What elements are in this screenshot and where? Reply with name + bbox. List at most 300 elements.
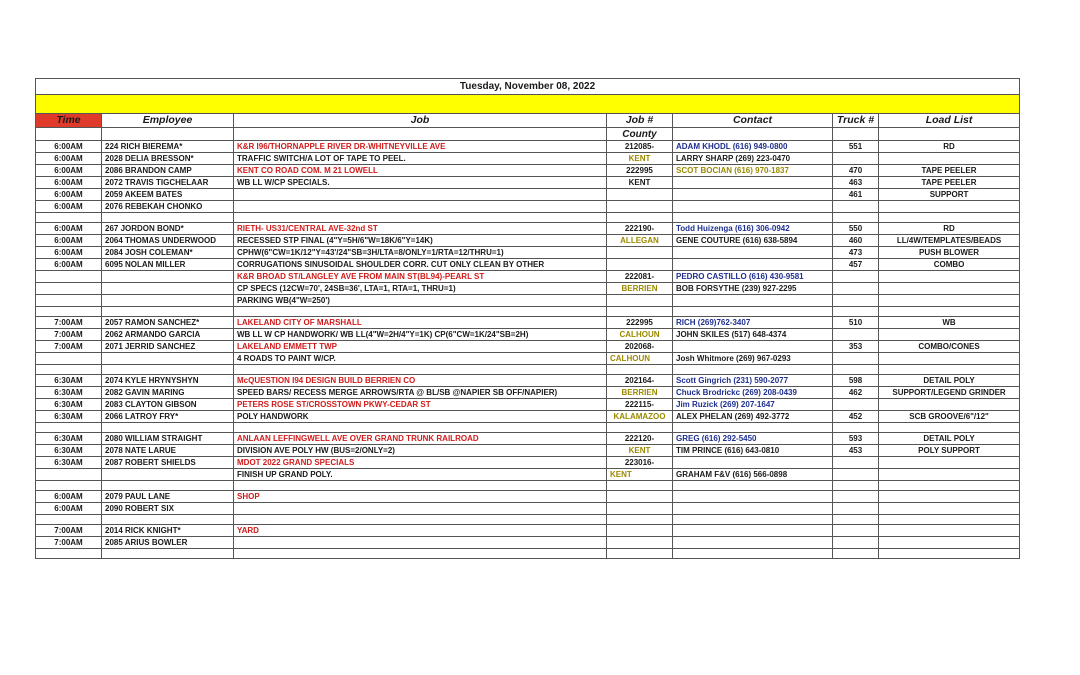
- spacer-cell: [607, 549, 673, 559]
- truck-cell: 452: [833, 411, 879, 423]
- spacer-cell: [36, 213, 102, 223]
- truck-cell: [833, 295, 879, 307]
- job-cell: CPHW(6"CW=1K/12"Y=43'/24"SB=3H/LTA=8/ONLY=1/RTA=12/THRU=1): [234, 247, 607, 259]
- table-row: [36, 445, 1020, 457]
- job-cell: DIVISION AVE POLY HW (BUS=2/ONLY=2): [234, 445, 607, 457]
- employee-cell: 2074 KYLE HRYNYSHYN: [102, 375, 234, 387]
- spacer-cell: [879, 515, 1020, 525]
- job-cell: K&R I96/THORNAPPLE RIVER DR-WHITNEYVILLE AVE: [234, 141, 607, 153]
- load-list-cell: COMBO/CONES: [879, 341, 1020, 353]
- spacer-cell: [102, 515, 234, 525]
- table-row: [36, 525, 1020, 537]
- job-number-cell: KALAMAZOO: [607, 411, 673, 423]
- contact-cell: SCOT BOCIAN (616) 970-1837: [673, 165, 833, 177]
- spacer-cell: [879, 481, 1020, 491]
- spacer-cell: [234, 307, 607, 317]
- load-list-cell: RD: [879, 223, 1020, 235]
- spacer-cell: [833, 307, 879, 317]
- load-list-cell: DETAIL POLY: [879, 375, 1020, 387]
- load-list-cell: SCB GROOVE/6"/12": [879, 411, 1020, 423]
- contact-cell: BOB FORSYTHE (239) 927-2295: [673, 283, 833, 295]
- employee-cell: [102, 353, 234, 365]
- truck-cell: [833, 537, 879, 549]
- contact-cell: ALEX PHELAN (269) 492-3772: [673, 411, 833, 423]
- load-list-cell: [879, 201, 1020, 213]
- contact-cell: GREG (616) 292-5450: [673, 433, 833, 445]
- spacer-cell: [879, 365, 1020, 375]
- spacer-cell: [36, 365, 102, 375]
- job-cell: LAKELAND CITY OF MARSHALL: [234, 317, 607, 329]
- job-number-cell: CALHOUN: [607, 329, 673, 341]
- job-cell: RIETH- US31/CENTRAL AVE-32nd ST: [234, 223, 607, 235]
- table-row: [36, 295, 1020, 307]
- employee-cell: 2057 RAMON SANCHEZ*: [102, 317, 234, 329]
- employee-cell: 2090 ROBERT SIX: [102, 503, 234, 515]
- job-cell: [234, 189, 607, 201]
- header-truck: Truck #: [833, 114, 879, 128]
- table-row: [36, 317, 1020, 329]
- contact-cell: Scott Gingrich (231) 590-2077: [673, 375, 833, 387]
- spacer-cell: [234, 365, 607, 375]
- spacer-cell: [607, 481, 673, 491]
- spacer-cell: [607, 423, 673, 433]
- job-number-cell: ALLEGAN: [607, 235, 673, 247]
- truck-cell: 593: [833, 433, 879, 445]
- spacer-cell: [833, 515, 879, 525]
- job-cell: 4 ROADS TO PAINT W/CP.: [234, 353, 607, 365]
- job-number-cell: KENT: [607, 445, 673, 457]
- job-number-cell: [607, 259, 673, 271]
- time-cell: 6:00AM: [36, 491, 102, 503]
- truck-cell: 510: [833, 317, 879, 329]
- spacer-cell: [234, 423, 607, 433]
- time-cell: 6:30AM: [36, 375, 102, 387]
- job-cell: McQUESTION I94 DESIGN BUILD BERRIEN CO: [234, 375, 607, 387]
- header-county: County: [607, 128, 673, 141]
- load-list-cell: LL/4W/TEMPLATES/BEADS: [879, 235, 1020, 247]
- spacer-cell: [833, 549, 879, 559]
- job-cell: CORRUGATIONS SINUSOIDAL SHOULDER CORR. CUT ONLY CLEAN BY OTHER: [234, 259, 607, 271]
- time-cell: 6:30AM: [36, 387, 102, 399]
- spacer-cell: [234, 549, 607, 559]
- job-cell: RECESSED STP FINAL (4"Y=5H/6"W=18K/6"Y=14K): [234, 235, 607, 247]
- load-list-cell: [879, 329, 1020, 341]
- employee-cell: 2086 BRANDON CAMP: [102, 165, 234, 177]
- time-cell: 6:00AM: [36, 247, 102, 259]
- load-list-cell: [879, 469, 1020, 481]
- title-row: [36, 79, 1020, 95]
- job-cell: WB LL W/CP SPECIALS.: [234, 177, 607, 189]
- time-cell: [36, 271, 102, 283]
- truck-cell: 470: [833, 165, 879, 177]
- truck-cell: [833, 457, 879, 469]
- employee-cell: [102, 271, 234, 283]
- header-contact: Contact: [673, 114, 833, 128]
- header-time: Time: [36, 114, 102, 128]
- table-row: [36, 165, 1020, 177]
- load-list-cell: COMBO: [879, 259, 1020, 271]
- contact-cell: [673, 189, 833, 201]
- contact-cell: GRAHAM F&V (616) 566-0898: [673, 469, 833, 481]
- load-list-cell: SUPPORT/LEGEND GRINDER: [879, 387, 1020, 399]
- employee-cell: 2082 GAVIN MARING: [102, 387, 234, 399]
- spacer-cell: [234, 481, 607, 491]
- contact-cell: [673, 341, 833, 353]
- spacer-row: [36, 549, 1020, 559]
- load-list-cell: [879, 271, 1020, 283]
- job-cell: ANLAAN LEFFINGWELL AVE OVER GRAND TRUNK RAILROAD: [234, 433, 607, 445]
- time-cell: [36, 295, 102, 307]
- time-cell: [36, 353, 102, 365]
- load-list-cell: [879, 283, 1020, 295]
- job-number-cell: KENT: [607, 469, 673, 481]
- spacer-row: [36, 307, 1020, 317]
- spacer-cell: [607, 515, 673, 525]
- spacer-cell: [607, 213, 673, 223]
- spacer-cell: [879, 549, 1020, 559]
- employee-cell: 224 RICH BIEREMA*: [102, 141, 234, 153]
- truck-cell: [833, 503, 879, 515]
- job-number-cell: 222190-: [607, 223, 673, 235]
- time-cell: 6:30AM: [36, 433, 102, 445]
- subheader-blank: [36, 128, 102, 141]
- job-cell: K&R BROAD ST/LANGLEY AVE FROM MAIN ST(BL94)-PEARL ST: [234, 271, 607, 283]
- spacer-cell: [102, 481, 234, 491]
- contact-cell: Josh Whitmore (269) 967-0293: [673, 353, 833, 365]
- load-list-cell: SUPPORT: [879, 189, 1020, 201]
- job-cell: SPEED BARS/ RECESS MERGE ARROWS/RTA @ BL/SB @NAPIER SB OFF/NAPIER): [234, 387, 607, 399]
- load-list-cell: RD: [879, 141, 1020, 153]
- job-number-cell: KENT: [607, 177, 673, 189]
- job-number-cell: BERRIEN: [607, 283, 673, 295]
- table-row: [36, 469, 1020, 481]
- truck-cell: 453: [833, 445, 879, 457]
- contact-cell: [673, 177, 833, 189]
- job-number-cell: 222081-: [607, 271, 673, 283]
- spacer-row: [36, 481, 1020, 491]
- truck-cell: 551: [833, 141, 879, 153]
- time-cell: 6:00AM: [36, 201, 102, 213]
- spacer-cell: [102, 423, 234, 433]
- page-title: Tuesday, November 08, 2022: [36, 79, 1020, 95]
- contact-cell: LARRY SHARP (269) 223-0470: [673, 153, 833, 165]
- spacer-cell: [102, 365, 234, 375]
- job-cell: WB LL W CP HANDWORK/ WB LL(4"W=2H/4"Y=1K) CP(6"CW=1K/24"SB=2H): [234, 329, 607, 341]
- spacer-row: [36, 423, 1020, 433]
- time-cell: 7:00AM: [36, 329, 102, 341]
- table-row: [36, 503, 1020, 515]
- spacer-cell: [102, 549, 234, 559]
- employee-cell: 2084 JOSH COLEMAN*: [102, 247, 234, 259]
- job-number-cell: 222995: [607, 165, 673, 177]
- spacer-cell: [673, 549, 833, 559]
- spacer-cell: [879, 423, 1020, 433]
- spacer-cell: [607, 365, 673, 375]
- table-row: [36, 399, 1020, 411]
- job-cell: MDOT 2022 GRAND SPECIALS: [234, 457, 607, 469]
- job-cell: LAKELAND EMMETT TWP: [234, 341, 607, 353]
- job-cell: [234, 503, 607, 515]
- contact-cell: [673, 503, 833, 515]
- table-row: [36, 235, 1020, 247]
- header-row: [36, 114, 1020, 128]
- time-cell: 6:30AM: [36, 457, 102, 469]
- table-row: [36, 537, 1020, 549]
- time-cell: 7:00AM: [36, 525, 102, 537]
- employee-cell: [102, 295, 234, 307]
- job-number-cell: 222120-: [607, 433, 673, 445]
- job-number-cell: 202164-: [607, 375, 673, 387]
- table-row: [36, 271, 1020, 283]
- employee-cell: 2064 THOMAS UNDERWOOD: [102, 235, 234, 247]
- time-cell: 6:00AM: [36, 165, 102, 177]
- header-job: Job: [234, 114, 607, 128]
- table-row: [36, 341, 1020, 353]
- subheader-blank: [833, 128, 879, 141]
- time-cell: 6:00AM: [36, 189, 102, 201]
- spacer-cell: [234, 515, 607, 525]
- time-cell: 7:00AM: [36, 317, 102, 329]
- contact-cell: Chuck Brodrickc (269) 208-0439: [673, 387, 833, 399]
- employee-cell: 2079 PAUL LANE: [102, 491, 234, 503]
- employee-cell: 2066 LATROY FRY*: [102, 411, 234, 423]
- table-row: [36, 259, 1020, 271]
- employee-cell: 2076 REBEKAH CHONKO: [102, 201, 234, 213]
- load-list-cell: DETAIL POLY: [879, 433, 1020, 445]
- truck-cell: [833, 353, 879, 365]
- load-list-cell: PUSH BLOWER: [879, 247, 1020, 259]
- time-cell: 6:00AM: [36, 259, 102, 271]
- employee-cell: 2028 DELIA BRESSON*: [102, 153, 234, 165]
- truck-cell: 550: [833, 223, 879, 235]
- truck-cell: [833, 399, 879, 411]
- job-number-cell: [607, 491, 673, 503]
- job-cell: POLY HANDWORK: [234, 411, 607, 423]
- contact-cell: GENE COUTURE (616) 638-5894: [673, 235, 833, 247]
- job-number-cell: [607, 525, 673, 537]
- table-row: [36, 457, 1020, 469]
- table-row: [36, 177, 1020, 189]
- truck-cell: [833, 491, 879, 503]
- contact-cell: Todd Huizenga (616) 306-0942: [673, 223, 833, 235]
- contact-cell: ADAM KHODL (616) 949-0800: [673, 141, 833, 153]
- job-number-cell: 223016-: [607, 457, 673, 469]
- job-number-cell: [607, 295, 673, 307]
- job-cell: SHOP: [234, 491, 607, 503]
- job-number-cell: BERRIEN: [607, 387, 673, 399]
- employee-cell: 2080 WILLIAM STRAIGHT: [102, 433, 234, 445]
- table-row: [36, 141, 1020, 153]
- job-number-cell: [607, 503, 673, 515]
- spacer-cell: [833, 423, 879, 433]
- contact-cell: RICH (269)762-3407: [673, 317, 833, 329]
- employee-cell: [102, 469, 234, 481]
- contact-cell: TIM PRINCE (616) 643-0810: [673, 445, 833, 457]
- load-list-cell: [879, 537, 1020, 549]
- contact-cell: [673, 201, 833, 213]
- table-row: [36, 375, 1020, 387]
- truck-cell: 462: [833, 387, 879, 399]
- employee-cell: 2083 CLAYTON GIBSON: [102, 399, 234, 411]
- load-list-cell: [879, 491, 1020, 503]
- contact-cell: [673, 525, 833, 537]
- load-list-cell: [879, 503, 1020, 515]
- job-number-cell: 222995: [607, 317, 673, 329]
- spacer-cell: [102, 307, 234, 317]
- spacer-cell: [36, 481, 102, 491]
- spacer-row: [36, 365, 1020, 375]
- load-list-cell: [879, 525, 1020, 537]
- spacer-cell: [36, 307, 102, 317]
- header-load: Load List: [879, 114, 1020, 128]
- yellow-band: [36, 95, 1020, 114]
- subheader-blank: [673, 128, 833, 141]
- spacer-cell: [833, 481, 879, 491]
- contact-cell: [673, 457, 833, 469]
- job-cell: KENT CO ROAD COM. M 21 LOWELL: [234, 165, 607, 177]
- job-cell: [234, 537, 607, 549]
- load-list-cell: WB: [879, 317, 1020, 329]
- spacer-cell: [673, 365, 833, 375]
- truck-cell: 460: [833, 235, 879, 247]
- spacer-cell: [673, 307, 833, 317]
- spacer-cell: [36, 549, 102, 559]
- truck-cell: [833, 469, 879, 481]
- table-row: [36, 329, 1020, 341]
- job-number-cell: [607, 247, 673, 259]
- spacer-cell: [36, 515, 102, 525]
- truck-cell: [833, 525, 879, 537]
- job-cell: YARD: [234, 525, 607, 537]
- subheader-row: [36, 128, 1020, 141]
- employee-cell: 2072 TRAVIS TIGCHELAAR: [102, 177, 234, 189]
- contact-cell: Jim Ruzick (269) 207-1647: [673, 399, 833, 411]
- contact-cell: PEDRO CASTILLO (616) 430-9581: [673, 271, 833, 283]
- load-list-cell: [879, 153, 1020, 165]
- table-row: [36, 247, 1020, 259]
- job-number-cell: [607, 189, 673, 201]
- time-cell: 6:00AM: [36, 235, 102, 247]
- table-row: [36, 353, 1020, 365]
- truck-cell: 463: [833, 177, 879, 189]
- load-list-cell: [879, 399, 1020, 411]
- spacer-cell: [102, 213, 234, 223]
- spacer-cell: [607, 307, 673, 317]
- spacer-row: [36, 515, 1020, 525]
- spacer-cell: [833, 213, 879, 223]
- subheader-blank: [879, 128, 1020, 141]
- job-cell: PARKING WB(4"W=250'): [234, 295, 607, 307]
- load-list-cell: TAPE PEELER: [879, 165, 1020, 177]
- spacer-cell: [673, 423, 833, 433]
- table-row: [36, 153, 1020, 165]
- job-cell: TRAFFIC SWITCH/A LOT OF TAPE TO PEEL.: [234, 153, 607, 165]
- job-number-cell: 202068-: [607, 341, 673, 353]
- time-cell: 6:00AM: [36, 503, 102, 515]
- time-cell: 7:00AM: [36, 537, 102, 549]
- spacer-row: [36, 213, 1020, 223]
- time-cell: [36, 469, 102, 481]
- employee-cell: 2087 ROBERT SHIELDS: [102, 457, 234, 469]
- job-number-cell: [607, 537, 673, 549]
- contact-cell: [673, 259, 833, 271]
- table-row: [36, 387, 1020, 399]
- employee-cell: 2071 JERRID SANCHEZ: [102, 341, 234, 353]
- load-list-cell: [879, 295, 1020, 307]
- table-row: [36, 411, 1020, 423]
- employee-cell: 2059 AKEEM BATES: [102, 189, 234, 201]
- table-row: [36, 283, 1020, 295]
- contact-cell: [673, 537, 833, 549]
- spacer-cell: [234, 213, 607, 223]
- time-cell: 6:00AM: [36, 153, 102, 165]
- spacer-cell: [673, 481, 833, 491]
- header-employee: Employee: [102, 114, 234, 128]
- truck-cell: 353: [833, 341, 879, 353]
- truck-cell: 457: [833, 259, 879, 271]
- truck-cell: 461: [833, 189, 879, 201]
- time-cell: 6:30AM: [36, 399, 102, 411]
- job-cell: FINISH UP GRAND POLY.: [234, 469, 607, 481]
- spacer-cell: [879, 307, 1020, 317]
- spacer-cell: [36, 423, 102, 433]
- spacer-cell: [673, 515, 833, 525]
- job-number-cell: 212085-: [607, 141, 673, 153]
- employee-cell: [102, 283, 234, 295]
- employee-cell: 2085 ARIUS BOWLER: [102, 537, 234, 549]
- employee-cell: 2014 RICK KNIGHT*: [102, 525, 234, 537]
- truck-cell: [833, 201, 879, 213]
- truck-cell: [833, 271, 879, 283]
- time-cell: 6:00AM: [36, 223, 102, 235]
- employee-cell: 2062 ARMANDO GARCIA: [102, 329, 234, 341]
- job-cell: PETERS ROSE ST/CROSSTOWN PKWY-CEDAR ST: [234, 399, 607, 411]
- time-cell: 6:00AM: [36, 177, 102, 189]
- schedule-table: [35, 78, 1020, 559]
- contact-cell: [673, 247, 833, 259]
- truck-cell: [833, 153, 879, 165]
- yellow-band-row: [36, 95, 1020, 114]
- load-list-cell: [879, 353, 1020, 365]
- employee-cell: 267 JORDON BOND*: [102, 223, 234, 235]
- truck-cell: 598: [833, 375, 879, 387]
- job-cell: CP SPECS (12CW=70', 24SB=36', LTA=1, RTA=1, THRU=1): [234, 283, 607, 295]
- table-row: [36, 223, 1020, 235]
- truck-cell: 473: [833, 247, 879, 259]
- subheader-blank: [234, 128, 607, 141]
- time-cell: 7:00AM: [36, 341, 102, 353]
- spacer-cell: [833, 365, 879, 375]
- job-number-cell: [607, 201, 673, 213]
- table-row: [36, 491, 1020, 503]
- job-cell: [234, 201, 607, 213]
- truck-cell: [833, 329, 879, 341]
- employee-cell: 6095 NOLAN MILLER: [102, 259, 234, 271]
- time-cell: 6:30AM: [36, 445, 102, 457]
- job-number-cell: CALHOUN: [607, 353, 673, 365]
- load-list-cell: [879, 457, 1020, 469]
- contact-cell: [673, 295, 833, 307]
- time-cell: 6:00AM: [36, 141, 102, 153]
- spacer-cell: [879, 213, 1020, 223]
- subheader-blank: [102, 128, 234, 141]
- truck-cell: [833, 283, 879, 295]
- load-list-cell: POLY SUPPORT: [879, 445, 1020, 457]
- table-row: [36, 189, 1020, 201]
- time-cell: [36, 283, 102, 295]
- contact-cell: JOHN SKILES (517) 648-4374: [673, 329, 833, 341]
- contact-cell: [673, 491, 833, 503]
